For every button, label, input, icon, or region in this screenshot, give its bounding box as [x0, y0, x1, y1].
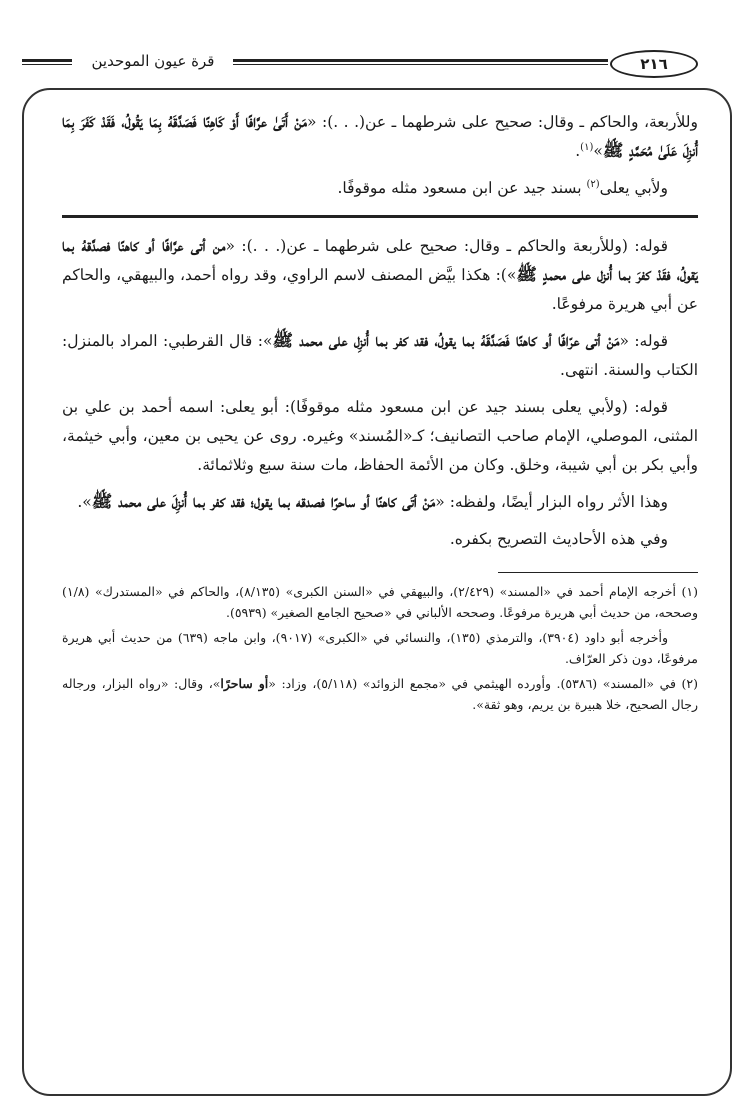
footnote-ref-1: (١) [580, 141, 594, 153]
footnote-1-continued: وأخرجه أبو داود (٣٩٠٤)، والترمذي (١٣٥)، والنسائي في «الكبرى» (٩٠١٧)، وابن ماجه (٦٣٩) من حديث أبي هريرة مرفوعًا، دون ذكر العرّاف. [62, 630, 698, 666]
footnote-ref-2: (٢) [586, 178, 600, 190]
page-header [18, 50, 738, 80]
main-paragraph-1: وللأربعة، والحاكم ـ وقال: صحيح على شرطهما ـ عن(. . .): «مَنْ أَتَىٰ عرَّافًا أَوْ كَاهِنًا فَصَدَّقَهُ بِمَا يَقُولُ، فَقَدْ كَفَرَ بِمَا أُنزِلَ عَلَىٰ مُحَمَّدٍ ﷺ»$^{(١)}$. [62, 112, 698, 161]
commentary-2-rest: »: قال القرطبي: المراد بالمنزل: الكتاب والسنة. انتهى. [62, 332, 698, 379]
running-title: قرة عيون الموحدين [91, 52, 215, 70]
footnote-2 [62, 673, 698, 715]
page-content [62, 108, 698, 719]
commentary-2-intro: قوله: « [619, 332, 668, 350]
footnote-1: (١) أخرجه الإمام أحمد في «المسند» (٢/٤٢٩)، والبيهقي في «السنن الكبرى» (٨/١٣٥)، والحاكم في «المستدرك» (١/٨) وصححه، من حديث أبي هريرة مرفوعًا. وصححه الألباني في «صحيح الجامع الصغير» (٥٩٣٩). [62, 584, 699, 620]
main-paragraph-2-start: ولأبي يعلى [599, 179, 668, 197]
commentary-1-intro: قوله: (وللأربعة والحاكم ـ وقال: صحيح على شرطهما ـ عن(. . .): « [225, 237, 668, 255]
footnote-2-intro: (٢) في «المسند» (٥٣٨٦). وأورده الهيثمي في «مجمع الزوائد» (٥/١١٨)، وزاد: « [268, 676, 699, 691]
main-paragraph-2 [62, 174, 698, 203]
main-paragraph-1-close: » [593, 142, 603, 160]
main-paragraph-2-rest: بسند جيد عن ابن مسعود مثله موقوفًا. [337, 179, 587, 197]
commentary-4-hadith: مَنْ أتَى كاهنًا أو ساحرًا فصدقه بما يقول؛ فقد كفر بما أُنزِلَ على محمد ﷺ [91, 492, 436, 512]
footnote-2-bold: أو ساحرًا [220, 676, 269, 691]
section-divider [62, 215, 698, 218]
commentary-paragraph-1 [62, 232, 698, 319]
commentary-1-rest: »): هكذا بيَّض المصنف لاسم الراوي، وقد رواه أحمد، والبيهقي، والحاكم عن أبي هريرة مرفوعًا. [62, 266, 698, 313]
commentary-paragraph-2 [62, 327, 698, 385]
commentary-4-intro: وهذا الأثر رواه البزار أيضًا، ولفظه: « [435, 493, 668, 511]
commentary-paragraph-3: قوله: (ولأبي يعلى بسند جيد عن ابن مسعود مثله موقوفًا): أبو يعلى: اسمه أحمد بن علي بن المثنى، الموصلي، الإمام صاحب التصانيف؛ كـ«المُسند» وغيره. روى عن يحيى بن معين، وأبي خيثمة، وأبي بكر بن أبي شيبة، وخلق. وكان من الأئمة الحفاظ، مات سنة سبع وثلاثمائة. [62, 398, 698, 474]
header-rule-middle [233, 59, 608, 65]
footnotes [62, 581, 698, 715]
commentary-paragraph-5: وفي هذه الأحاديث التصريح بكفره. [449, 530, 668, 548]
commentary-2-hadith: مَنْ أتى عرّافًا أو كاهنًا فَصَدَّقَهُ بما يقولُ، فقد كفر بما أُنزِل على محمد ﷺ [272, 331, 620, 351]
commentary-paragraph-4 [62, 488, 698, 517]
commentary-4-close: ». [77, 493, 92, 511]
footnote-divider [498, 572, 698, 573]
commentary-1-hadith: من أتى عرَّافًا أو كاهنًا فصدَّقهُ بما يَقولُ، فقَدْ كفرَ بما أُنزل على محمدٍ ﷺ [62, 236, 698, 285]
main-paragraph-1-intro: وللأربعة، والحاكم ـ وقال: صحيح على شرطهما ـ عن(. . .): « [307, 113, 698, 131]
footnote-2-rest: »، وقال: «رواه البزار، ورجاله رجال الصحيح، خلا هبيرة بن يريم، وهو ثقة». [62, 676, 698, 712]
main-hadith: مَنْ أَتَىٰ عرَّافًا أَوْ كَاهِنًا فَصَدَّقَهُ بِمَا يَقُولُ، فَقَدْ كَفَرَ بِمَا أُنزِلَ عَلَىٰ مُحَمَّدٍ ﷺ [62, 112, 698, 161]
page-number: ٢١٦ [610, 50, 698, 78]
header-rule-left [22, 59, 72, 65]
